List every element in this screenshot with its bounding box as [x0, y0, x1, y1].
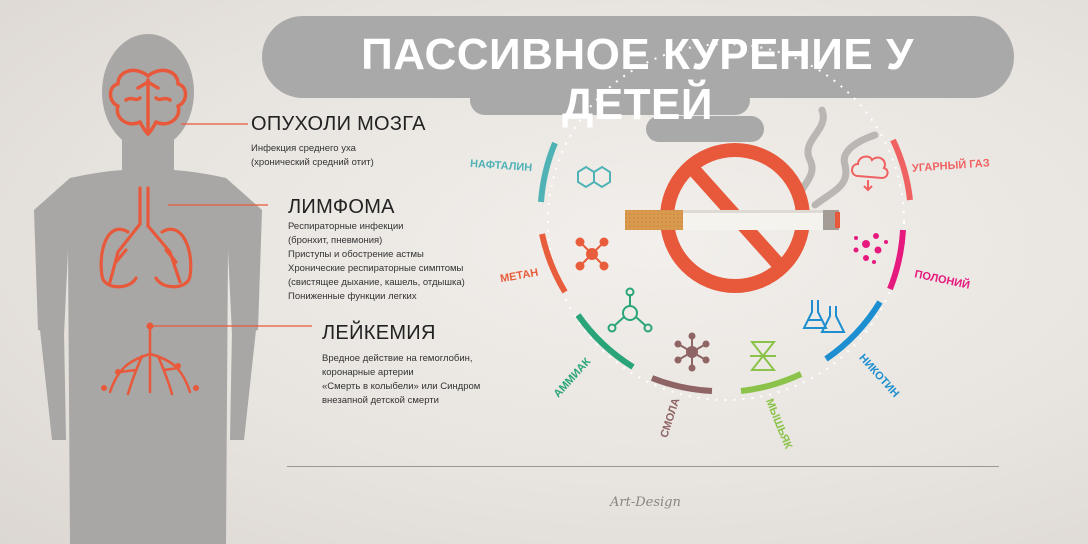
description-line: (свистящее дыхание, кашель, отдышка) [288, 277, 465, 288]
substance-label-nicotine: НИКОТИН [856, 352, 902, 400]
description-line: (бронхит, пневмония) [288, 235, 383, 246]
cigarette-icon [625, 210, 840, 230]
methane-arc [542, 234, 565, 292]
substance-label-arsenic: МЫШЬЯК [763, 397, 795, 451]
naphthalene-arc [541, 143, 555, 202]
molecule-icon [577, 239, 608, 270]
description-line: «Смерть в колыбели» или Синдром [322, 381, 481, 392]
substance-label-ammonia: АММИАК [551, 355, 594, 401]
substance-label-naphthalene: НАФТАЛИН [469, 157, 533, 175]
description-line: Приступы и обострение астмы [288, 249, 424, 260]
description-line: Хронические респираторные симптомы [288, 263, 464, 274]
flask-icon [804, 300, 844, 332]
polonium-icon [854, 233, 889, 264]
page-title: ПАССИВНОЕ КУРЕНИЕ У ДЕТЕЙ [361, 30, 914, 129]
substance-label-polonium: ПОЛОНИЙ [913, 268, 971, 292]
description-line: Респираторные инфекции [288, 221, 404, 232]
blood-heading: ЛЕЙКЕМИЯ [322, 322, 436, 344]
naphthalene-icon [578, 167, 610, 187]
description-line: Пониженные функции легких [288, 291, 417, 302]
description-line: коронарные артерии [322, 367, 414, 378]
resin-icon [676, 334, 709, 371]
resin-arc [652, 378, 712, 391]
arsenic-arc [741, 374, 801, 391]
polonium-arc [890, 230, 903, 289]
cloud-icon [852, 157, 888, 190]
co-arc [893, 140, 910, 200]
description-line: Инфекция среднего уха [251, 143, 356, 154]
description-line: (хронический средний отит) [251, 157, 374, 168]
description-line: Вредное действие на гемоглобин, [322, 353, 473, 364]
substance-label-co: УГАРНЫЙ ГАЗ [911, 157, 991, 175]
substance-label-resin: СМОЛА [658, 396, 683, 440]
ammonia-icon [609, 289, 652, 332]
brain-heading: ОПУХОЛИ МОЗГА [251, 113, 426, 135]
substance-label-methane: МЕТАН [499, 266, 540, 286]
lungs-heading: ЛИМФОМА [288, 196, 395, 218]
signature: Art-Design [610, 495, 681, 510]
nicotine-arc [826, 302, 880, 359]
description-line: внезапной детской смерти [322, 395, 439, 406]
arsenic-icon [750, 342, 776, 370]
divider-line [287, 466, 999, 467]
